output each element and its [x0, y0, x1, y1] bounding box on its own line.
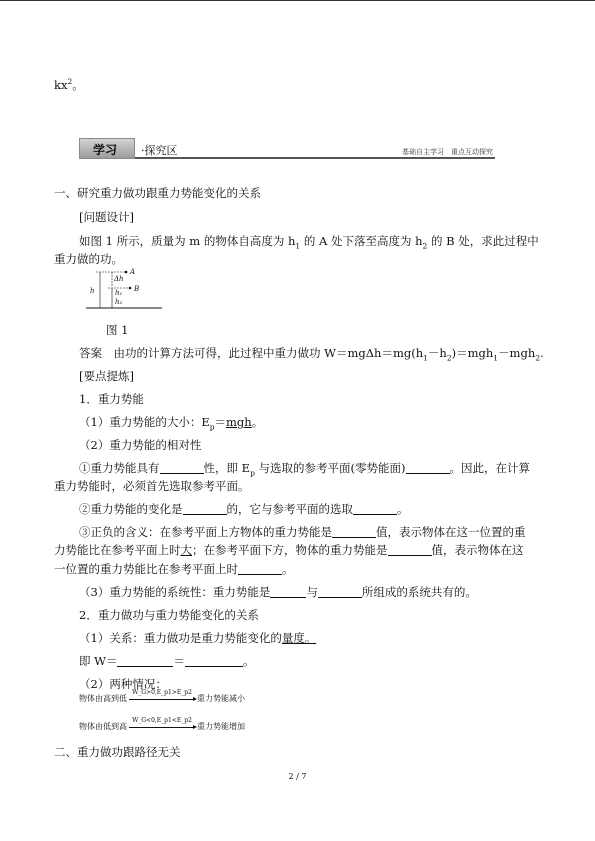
figure-label-h: h [90, 287, 95, 295]
page-number: 2 / 7 [288, 772, 307, 781]
point-1-title: 1．重力势能 [79, 392, 144, 406]
flow-case-1: 物体由高到低 W_G>0,E_p1>E_p2 重力势能减小 [79, 689, 245, 703]
banner-rule [135, 157, 495, 159]
item-3-line-1: ③正负的含义：在参考平面上方物体的重力势能是 值，表示物体在这一位置的重 [79, 525, 526, 539]
point-1-3: （3）重力势能的系统性：重力势能是 与 所组成的系统共有的。 [79, 585, 477, 599]
formula-tail: $kx^2$。 [54, 77, 84, 92]
flow-case-2: 物体由低到高 W_G<0,E_p1<E_p2 重力势能增加 [79, 717, 245, 731]
banner-subtitle: ·探究区 [141, 144, 178, 157]
question-label: [问题设计] [79, 210, 134, 224]
figure-1 [86, 268, 166, 314]
item-3-line-3: 一位置的重力势能比在参考平面上时 。 [54, 562, 294, 576]
item-1-line-2: 重力势能时，必须首先选取参考平面。 [54, 479, 250, 493]
banner-right-text: 基础自主学习 重点互动探究 [402, 148, 493, 156]
question-line-1: 如图 1 所示，质量为 m 的物体自高度为 $h_1$ 的 A 处下落至高度为 $h_2$ 的 B 处，求此过程中 [79, 234, 539, 251]
banner-tab-label: 学习 [93, 143, 118, 157]
figure-label-h2: h₂ [115, 298, 123, 306]
page-top-border [0, 0, 595, 1]
point-1-2-title: （2）重力势能的相对性 [79, 438, 202, 452]
figure-label-B: B [134, 285, 140, 293]
answer-line: 答案 由功的计算方法可得，此过程中重力做功 $W=mg\Delta h=mg(h_1-h_2)=mgh_1-mgh_2$. [79, 346, 544, 363]
point-2-2-title: （2）两种情况： [79, 677, 167, 691]
point-2-title: 2．重力做功与重力势能变化的关系 [79, 608, 259, 622]
figure-label-dh: Δh [114, 275, 124, 283]
figure-1-drawing [86, 268, 166, 314]
point-1-1: （1）重力势能的大小：$E_p=mgh$。 [79, 415, 264, 432]
item-2-line: ②重力势能的变化是 的，它与参考平面的选取 。 [79, 502, 409, 516]
point-2-1: （1）关系：重力做功是重力势能变化的量度。 [79, 631, 317, 645]
item-3-line-2: 力势能比在参考平面上时大；在参考平面下方，物体的重力势能是 值，表示物体在这 [54, 543, 524, 557]
question-line-2: 重力做的功。 [54, 252, 123, 266]
section-2-title: 二、重力做功跟路径无关 [54, 745, 181, 759]
item-1-line-1: ①重力势能具有 性，即 $E_p$ 与选取的参考平面(零势能面) 。因此，在计算 [79, 461, 531, 478]
equation-line: 即 W＝ ＝ 。 [79, 654, 255, 668]
section-banner [79, 138, 495, 160]
figure-caption: 图 1 [106, 323, 129, 337]
key-points-label: [要点提炼] [79, 369, 134, 383]
figure-label-A: A [130, 268, 136, 276]
section-1-title: 一、研究重力做功跟重力势能变化的关系 [54, 186, 261, 200]
figure-label-h1: h₁ [115, 289, 123, 297]
